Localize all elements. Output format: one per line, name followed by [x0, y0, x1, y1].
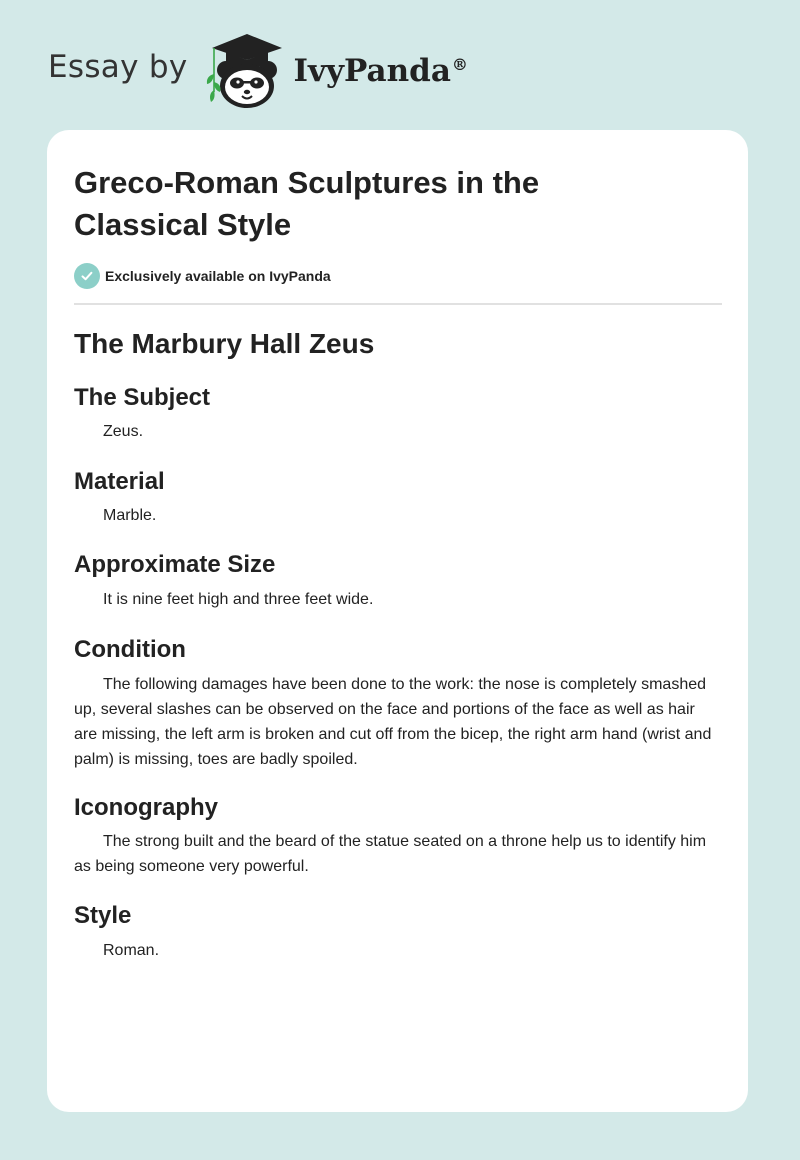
section-heading: Style	[74, 902, 132, 929]
section-iconography	[74, 792, 722, 879]
site-header	[48, 30, 468, 110]
section-text: The following damages have been done to the work: the nose is completely smashed up, several slashes can be observed on the face and portions of the face as well as hair are missing, the left arm is broken and cut off from the bicep, the right arm hand (wrist and palm) is missing, toes are badly spoiled.	[74, 676, 712, 768]
section-text: Roman.	[103, 942, 160, 959]
exclusive-label: Exclusively available on IvyPanda	[105, 268, 331, 284]
essay-body	[74, 324, 722, 963]
section-heading: The Subject	[74, 384, 211, 411]
section-text: The strong built and the beard of the statue seated on a throne help us to identify him as being someone very powerful.	[74, 833, 707, 875]
registered-mark: ®	[451, 54, 468, 74]
section-heading: Material	[74, 468, 165, 495]
essay-card	[47, 130, 748, 1112]
section-heading: Approximate Size	[74, 551, 276, 578]
section-text: It is nine feet high and three feet wide.	[103, 591, 374, 608]
main-heading: The Marbury Hall Zeus	[74, 328, 375, 359]
section-text: Marble.	[103, 507, 157, 524]
section-subject	[74, 382, 722, 444]
ivypanda-logo-icon	[202, 30, 292, 110]
section-heading: Iconography	[74, 794, 219, 821]
section-text: Zeus.	[103, 423, 144, 440]
section-approximate-size	[74, 549, 722, 612]
check-circle-icon	[74, 263, 100, 289]
ivypanda-wordmark	[294, 53, 468, 89]
essay-title: Greco-Roman Sculptures in the Classical Style	[74, 165, 540, 242]
section-style	[74, 900, 722, 963]
section-condition	[74, 634, 722, 772]
brand-name: IvyPanda	[293, 53, 451, 89]
title-divider	[74, 303, 722, 305]
section-material	[74, 466, 722, 528]
section-heading: Condition	[74, 636, 186, 663]
essay-by-label: Essay by	[48, 49, 188, 85]
exclusive-badge	[74, 263, 331, 289]
